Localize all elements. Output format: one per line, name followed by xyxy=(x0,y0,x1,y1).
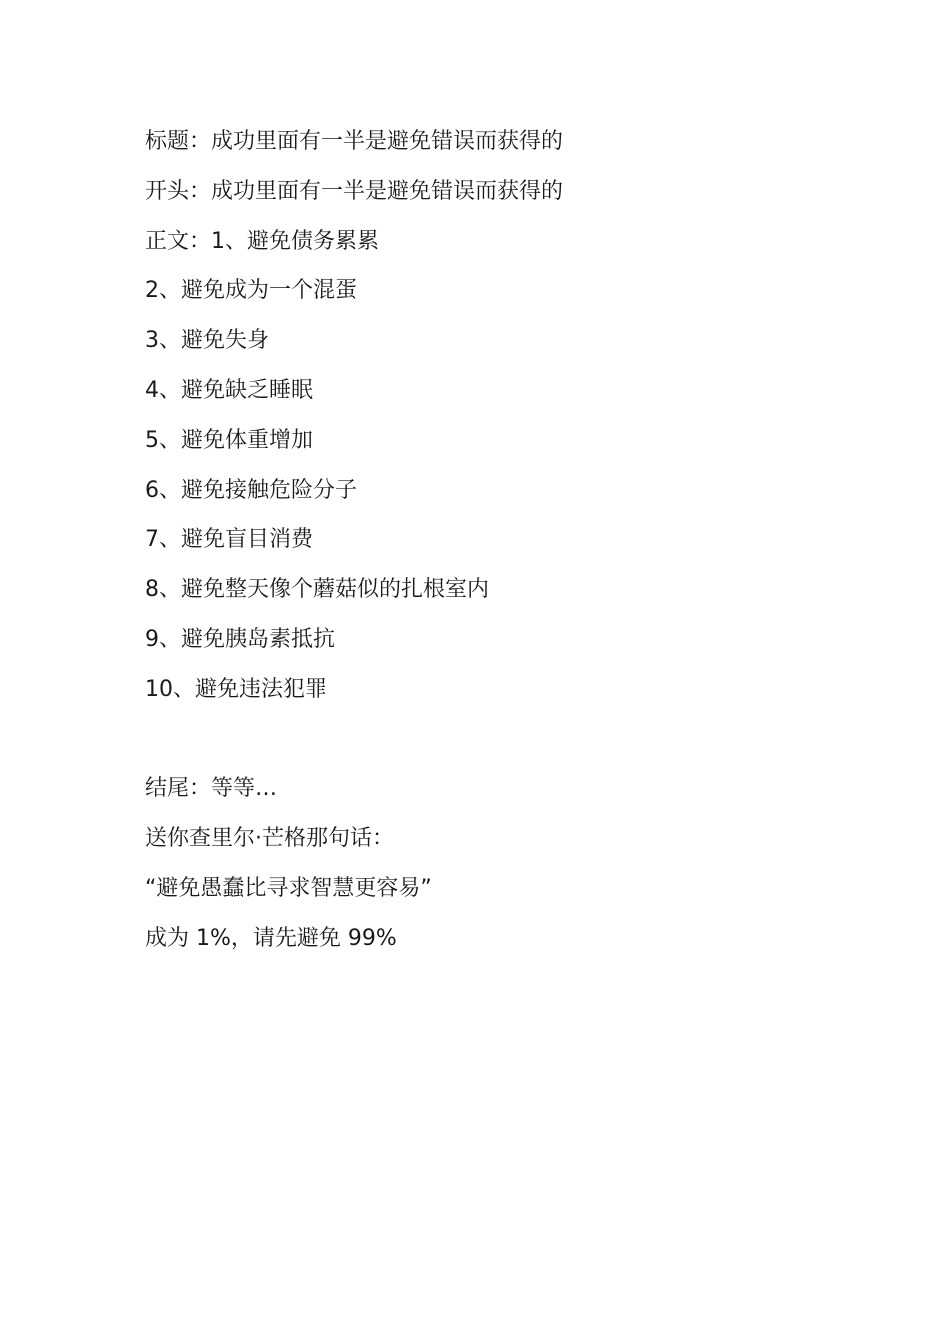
quote-line: “避免愚蠢比寻求智慧更容易” xyxy=(145,875,432,901)
list-item: 6、避免接触危险分子 xyxy=(145,477,357,503)
list-item: 8、避免整天像个蘑菇似的扎根室内 xyxy=(145,577,489,603)
list-item: 4、避免缺乏睡眠 xyxy=(145,377,313,403)
list-item: 3、避免失身 xyxy=(145,328,269,354)
body-first-line: 正文：1、避免债务累累 xyxy=(145,228,379,254)
closing-line: 成为 1%，请先避免 99% xyxy=(145,925,397,951)
opening-line: 开头：成功里面有一半是避免错误而获得的 xyxy=(145,178,564,204)
list-item: 9、避免胰岛素抵抗 xyxy=(145,626,335,652)
document-body xyxy=(145,117,845,964)
list-item: 10、避免违法犯罪 xyxy=(145,676,327,702)
title-line: 标题：成功里面有一半是避免错误而获得的 xyxy=(145,129,564,154)
blank-line xyxy=(145,715,845,765)
list-item: 5、避免体重增加 xyxy=(145,427,313,453)
list-item: 7、避免盲目消费 xyxy=(145,527,313,553)
quote-intro-line: 送你查里尔·芒格那句话： xyxy=(145,826,394,852)
list-item: 2、避免成为一个混蛋 xyxy=(145,278,357,304)
ending-line: 结尾：等等… xyxy=(145,776,278,802)
